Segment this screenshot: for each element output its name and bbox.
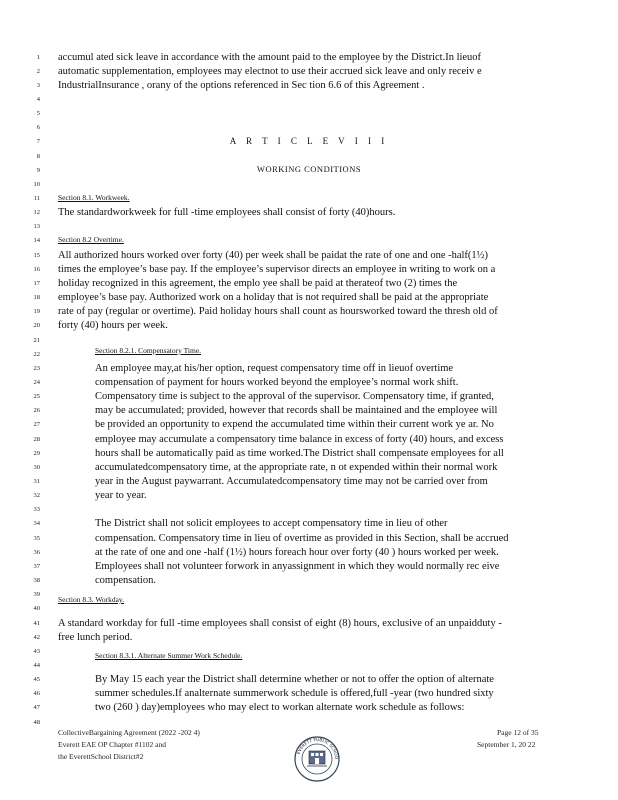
line-number: 16 [33,265,40,273]
document-line [0,150,618,163]
line-text: IndustrialInsurance , orany of the options referenced in Sec tion 6.6 of this Agreement . [58,79,425,91]
document-line [0,532,618,545]
document-line [0,701,618,714]
svg-text:EVERETT PUBLIC SCHOOLS: EVERETT PUBLIC SCHOO [295,736,340,760]
line-number: 34 [33,520,40,528]
line-number: 44 [33,661,40,669]
line-text: forty (40) hours per week. [58,320,168,332]
section-8-1-heading: Section 8.1. Workweek. [58,193,130,202]
line-text: The District shall not solicit employees to accept compensatory time in lieu of other [95,518,448,530]
article-subtitle: WORKING CONDITIONS [256,164,362,174]
section-8-2-1-heading: Section 8.2.1. Compensatory Time. [95,346,202,355]
line-text: employee’s base pay. Authorized work on a holiday that is not required shall be paid at the appropriate [58,292,489,304]
line-text: two (260 ) day)employees who may elect to workan alternate work schedule as follows: [95,702,465,714]
line-number: 11 [33,195,40,202]
line-number: 46 [33,690,40,698]
line-number: 37 [33,562,40,570]
line-number: 41 [33,619,40,627]
document-line [0,263,618,276]
line-text: year to year. [95,490,147,502]
line-text: accumul ated sick leave in accordance with the amount paid to the employee by the District.In lieuof [58,51,482,63]
document-line [0,716,618,729]
document-line [0,645,618,658]
district-seal-icon [293,735,341,783]
document-line [0,79,618,92]
document-line [0,121,618,134]
line-number: 48 [33,718,40,726]
document-line [0,418,618,431]
line-text: may be accumulated; provided, however that records shall be maintained and the employee will [95,405,498,417]
line-number: 25 [33,393,40,401]
document-line [0,291,618,304]
document-line [0,348,618,361]
line-number: 47 [33,704,40,712]
section-8-3-heading: Section 8.3. Workday. [58,595,125,604]
document-line [0,178,618,191]
document-line [0,362,618,375]
line-number: 21 [33,336,40,344]
line-text: The standardworkweek for full -time employees shall consist of forty (40)hours. [58,207,396,219]
article-title: A R T I C L E V I I I [229,136,389,146]
line-text: A standard workday for full -time employees shall consist of eight (8) hours, exclusive of an unpaidduty - [58,617,502,629]
line-number: 3 [36,81,40,89]
document-line [0,687,618,700]
line-number: 6 [36,124,40,132]
document-line [0,334,618,347]
line-number: 1 [36,53,40,61]
document-line [0,206,618,219]
document-line [0,305,618,318]
line-text: compensation. [95,575,156,587]
document-line [0,107,618,120]
line-number: 24 [33,378,40,386]
line-number: 15 [33,251,40,259]
document-line [0,93,618,106]
line-text: Employees shall not volunteer forwork in anyassignment in which they would normally rec eive [95,560,500,572]
line-text: rate of pay (regular or overtime). Paid holiday hours shall count as hoursworked toward the thresh old of [58,306,498,318]
footer-date: September 1, 20 22 [477,740,536,749]
line-text: compensation of payment for hours worked beyond the employee’s normal work shift. [95,376,459,388]
line-number: 29 [33,449,40,457]
line-text: An employee may,at his/her option, request compensatory time off in lieuof overtime [95,362,454,374]
line-text: be provided an opportunity to expend the accumulated time within their current work ye ar. No [95,419,494,431]
document-line [0,447,618,460]
line-number: 7 [36,138,40,146]
line-number: 9 [36,166,40,174]
footer-district: the EverettSchool District#2 [58,752,144,761]
line-number: 17 [33,279,40,287]
line-text: All authorized hours worked over forty (40) per week shall be paidat the rate of one and one -half(1½) [58,249,489,261]
line-number: 36 [33,548,40,556]
document-line [0,51,618,64]
line-number: 43 [33,647,40,655]
section-8-2-heading: Section 8.2 Overtime. [58,235,124,244]
line-text: By May 15 each year the District shall determine whether or not to offer the option of alternate [95,674,494,686]
line-number: 28 [33,435,40,443]
line-text: compensation. Compensatory time in lieu of overtime as provided in this Section, shall be accrued [95,532,509,544]
document-line [0,376,618,389]
document-line [0,65,618,78]
line-text: at the rate of one and one -half (1½) hours foreach hour over forty (40 ) hours worked per week. [95,546,499,558]
document-line [0,659,618,672]
line-number: 14 [33,237,40,245]
document-line [0,433,618,446]
line-number: 33 [33,506,40,514]
line-number: 38 [33,577,40,585]
line-text: Compensatory time is subject to the approval of the supervisor. Compensatory time, if granted, [95,391,494,403]
line-text: holiday recognized in this agreement, the emplo yee shall be paid at therateof two (2) times the [58,277,458,289]
line-number: 23 [33,364,40,372]
line-text: automatic supplementation, employees may electnot to use their accrued sick leave and only receiv e [58,65,482,77]
document-line [0,574,618,587]
line-number: 31 [33,478,40,485]
line-text: free lunch period. [58,631,133,643]
line-number: 22 [33,350,40,358]
line-text: year in the August paywarrant. Accumulatedcompensatory time may not be carried over from [95,476,488,487]
line-text: times the employee’s base pay. If the employee’s supervisor directs an employee in writing to work on a [58,263,496,275]
document-line [0,489,618,502]
line-number: 13 [33,223,40,231]
line-text: accumulatedcompensatory time, at the appropriate rate, n ot expended within their normal work [95,461,498,473]
line-number: 35 [33,534,40,542]
line-number: 4 [36,95,40,103]
line-number: 2 [36,67,40,75]
document-line [0,461,618,474]
document-line [0,220,618,233]
line-number: 32 [33,492,40,500]
line-number: 26 [33,407,40,415]
line-number: 27 [33,421,40,429]
document-line [0,560,618,573]
document-line [0,602,618,615]
document-line [0,673,618,686]
document-line [0,390,618,403]
line-number: 18 [33,294,40,302]
document-line [0,546,618,559]
line-number: 5 [36,110,40,118]
line-number: 12 [33,209,40,217]
line-text: hours shall be automatically paid as time worked.The District shall compensate employees for all [95,447,504,459]
line-text: summer schedules.If analternate summerwork schedule is offered,full -year (two hundred sixty [95,688,494,700]
document-line [0,631,618,644]
document-line [0,503,618,516]
section-8-3-1-heading: Section 8.3.1. Alternate Summer Work Schedule. [95,651,243,660]
line-text: employee may accumulate a compensatory time balance in excess of forty (40) hours, and excess [95,433,504,445]
document-line [0,319,618,332]
footer-agreement-title: CollectiveBargaining Agreement (2022 -202 4) [58,728,200,737]
line-number: 45 [33,676,40,684]
line-number: 39 [33,591,40,599]
footer-chapter: Everett EAE OP Chapter #1102 and [58,740,166,749]
document-line [0,277,618,290]
line-number: 30 [33,463,40,471]
document-line [0,475,618,488]
document-line [0,617,618,630]
document-line [0,249,618,262]
line-number: 40 [33,605,40,613]
line-number: 10 [33,180,40,188]
footer-page-number: Page 12 of 35 [497,728,539,737]
document-line [0,404,618,417]
line-number: 42 [33,633,40,641]
line-number: 20 [33,322,40,330]
line-number: 19 [33,308,40,316]
line-number: 8 [36,152,40,160]
document-line [0,517,618,530]
